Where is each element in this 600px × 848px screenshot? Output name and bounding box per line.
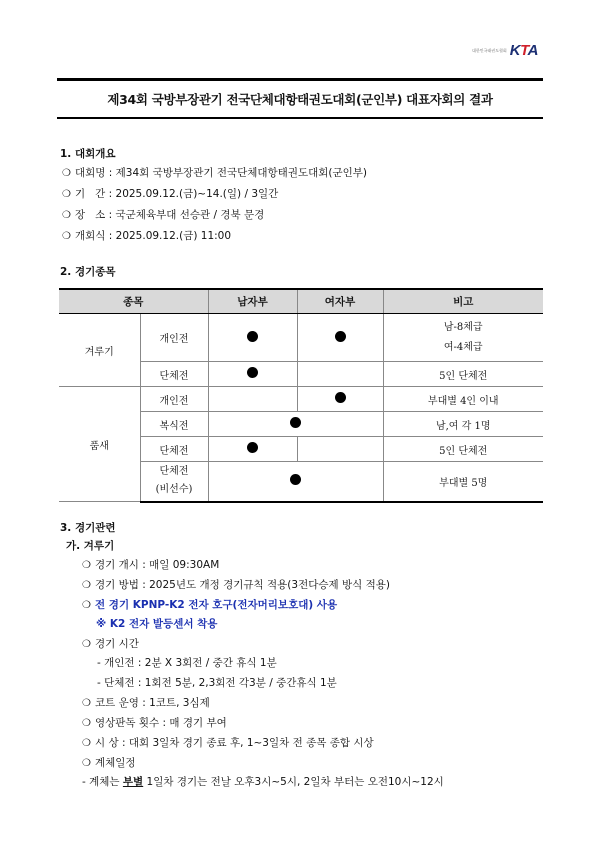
overview-item: ❍ 장 소 : 국군체육부대 선승관 / 경북 문경 xyxy=(62,209,265,221)
logo-mark: KTA xyxy=(509,42,538,59)
section1-heading: 1. 대회개요 xyxy=(60,148,116,160)
men-cell xyxy=(208,387,297,412)
men-cell xyxy=(208,362,297,387)
note-cell: 남,여 각 1명 xyxy=(383,412,543,437)
rule-note: ※ K2 전자 발등센서 착용 xyxy=(96,618,218,630)
table-row xyxy=(59,387,543,412)
note-cell: 부대별 4인 이내 xyxy=(383,387,543,412)
note-cell: 5인 단체전 xyxy=(383,437,543,462)
check-dot xyxy=(247,367,258,378)
event-cell: 단체전 (비선수) xyxy=(140,462,208,502)
rule-item: ❍ 계체일정 xyxy=(82,757,136,769)
weigh-in-note: - 계체는 부별 1일차 경기는 전날 오후3시~5시, 2일차 부터는 오전10시~12시 xyxy=(82,776,444,788)
mixed-cell xyxy=(208,412,383,437)
emphasis-text: 부별 xyxy=(122,776,144,788)
women-cell xyxy=(297,314,383,362)
check-dot xyxy=(247,442,258,453)
rule-item: ❍ 경기 방법 : 2025년도 개정 경기규칙 적용(3전다승제 방식 적용) xyxy=(82,579,390,591)
women-cell xyxy=(297,437,383,462)
overview-item: ❍ 기 간 : 2025.09.12.(금)~14.(일) / 3일간 xyxy=(62,188,279,200)
table-header-row xyxy=(59,289,543,314)
event-cell: 개인전 xyxy=(140,387,208,412)
col-women: 여자부 xyxy=(297,289,383,314)
page-title: 제34회 국방부장관기 전국단체대항태권도대회(군인부) 대표자회의 결과 xyxy=(107,92,493,107)
note-cell: 남-8체급 여-4체급 xyxy=(383,314,543,362)
group-kyorugi: 겨루기 xyxy=(59,314,140,387)
overview-item: ❍ 대회명 : 제34회 국방부장관기 전국단체대항태권도대회(군인부) xyxy=(62,167,368,179)
col-note: 비고 xyxy=(383,289,543,314)
event-table xyxy=(59,288,543,503)
subsection-kyorugi: 가. 겨루기 xyxy=(66,540,115,552)
table-row xyxy=(59,314,543,362)
rule-item: ❍ 경기 개시 : 매일 09:30AM xyxy=(82,559,220,571)
rule-item: ❍ 시 상 : 대회 3일차 경기 종료 후, 1~3일차 전 종목 종합 시상 xyxy=(82,737,374,749)
check-dot xyxy=(335,331,346,342)
event-cell: 단체전 xyxy=(140,362,208,387)
women-cell xyxy=(297,387,383,412)
event-cell: 복식전 xyxy=(140,412,208,437)
rule-item: ❍ 영상판독 횟수 : 매 경기 부여 xyxy=(82,717,227,729)
check-dot xyxy=(290,417,301,428)
section2-heading: 2. 경기종목 xyxy=(60,266,116,278)
title-box xyxy=(57,78,543,119)
col-men: 남자부 xyxy=(208,289,297,314)
event-cell: 개인전 xyxy=(140,314,208,362)
men-cell xyxy=(208,314,297,362)
note-cell: 부대별 5명 xyxy=(383,462,543,502)
check-dot xyxy=(335,392,346,403)
rule-item: ❍ 코트 운영 : 1코트, 3심제 xyxy=(82,697,210,709)
rule-item: ❍ 경기 시간 xyxy=(82,638,139,650)
event-cell: 단체전 xyxy=(140,437,208,462)
section3-heading: 3. 경기관련 xyxy=(60,522,116,534)
overview-item: ❍ 개회식 : 2025.09.12.(금) 11:00 xyxy=(62,230,232,242)
check-dot xyxy=(247,331,258,342)
kta-logo xyxy=(472,42,538,59)
rule-subitem: - 개인전 : 2분 X 3회전 / 중간 휴식 1분 xyxy=(97,657,277,669)
women-cell xyxy=(297,362,383,387)
logo-caption: 대한민국태권도협회 xyxy=(471,47,507,53)
col-event: 종목 xyxy=(59,289,208,314)
mixed-cell xyxy=(208,462,383,502)
check-dot xyxy=(290,474,301,485)
note-cell: 5인 단체전 xyxy=(383,362,543,387)
rule-subitem: - 단체전 : 1회전 5분, 2,3회전 각3분 / 중간휴식 1분 xyxy=(97,677,337,689)
rule-item-highlight: ❍ 전 경기 KPNP-K2 전자 호구(전자머리보호대) 사용 xyxy=(82,599,338,611)
men-cell xyxy=(208,437,297,462)
group-poomsae: 품새 xyxy=(59,387,140,502)
